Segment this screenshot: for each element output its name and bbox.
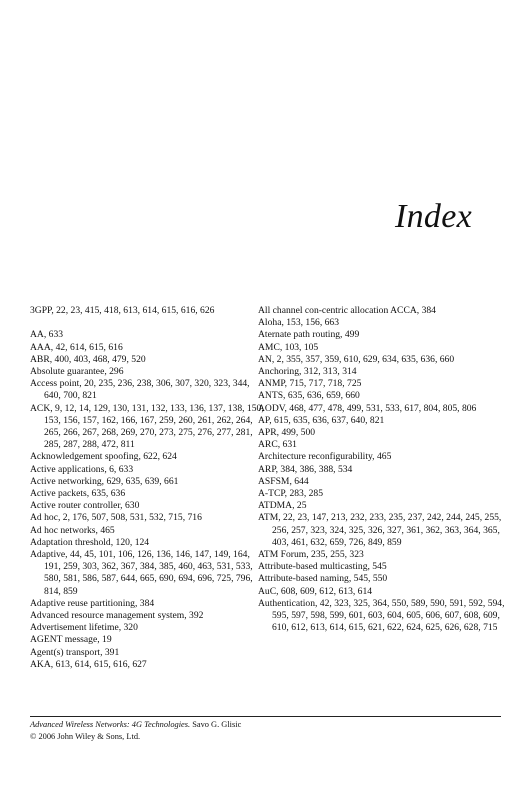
footer-book-line bbox=[30, 719, 241, 731]
index-entry: Ad hoc networks, 465 bbox=[30, 524, 115, 536]
index-entry: ARC, 631 bbox=[258, 439, 297, 451]
index-entry: Advanced resource management system, 392 bbox=[30, 610, 204, 622]
index-entry: AAA, 42, 614, 615, 616 bbox=[30, 341, 123, 353]
footer-copyright: © 2006 John Wiley & Sons, Ltd. bbox=[30, 731, 141, 741]
index-entry: AuC, 608, 609, 612, 613, 614 bbox=[258, 585, 373, 597]
index-entry: A-TCP, 283, 285 bbox=[258, 488, 324, 500]
index-entry: ANTS, 635, 636, 659, 660 bbox=[258, 390, 360, 402]
index-entry: ASFSM, 644 bbox=[258, 475, 309, 487]
index-entry: AA, 633 bbox=[30, 329, 64, 341]
index-entry: Architecture reconfigurability, 465 bbox=[258, 451, 392, 463]
index-entry: Aternate path routing, 499 bbox=[258, 329, 360, 341]
index-entry: Aloha, 153, 156, 663 bbox=[258, 317, 340, 329]
index-entry: Acknowledgement spoofing, 622, 624 bbox=[30, 451, 177, 463]
index-entry: Authentication, 42, 323, 325, 364, 550, 589, 590, 591, 592, 594, 595, 597, 598, 599, 601, 603, 604, 605, 606, 607, 608, 609, 610, 612, 613, 614, 615, 621, 622, 624, 625, 626, 628, 715 bbox=[258, 597, 505, 634]
index-entry: AKA, 613, 614, 615, 616, 627 bbox=[30, 658, 147, 670]
index-entry: Access point, 20, 235, 236, 238, 306, 307, 320, 323, 344, 640, 700, 821 bbox=[30, 378, 250, 402]
index-entry: Adaptive, 44, 45, 101, 106, 126, 136, 146, 147, 149, 164, 191, 259, 303, 362, 367, 384, 385, 460, 463, 531, 533, 580, 581, 586, 587, 644, 665, 690, 694, 696, 725, 796, 814, 859 bbox=[30, 549, 253, 597]
index-entry: ANMP, 715, 717, 718, 725 bbox=[258, 378, 362, 390]
index-entry: ABR, 400, 403, 468, 479, 520 bbox=[30, 353, 146, 365]
left-column bbox=[30, 305, 266, 671]
index-entry: AODV, 468, 477, 478, 499, 531, 533, 617, 804, 805, 806 bbox=[258, 402, 477, 414]
index-entry: AN, 2, 355, 357, 359, 610, 629, 634, 635, 636, 660 bbox=[258, 353, 455, 365]
index-entry: Active packets, 635, 636 bbox=[30, 488, 126, 500]
index-entry: Ad hoc, 2, 176, 507, 508, 531, 532, 715, 716 bbox=[30, 512, 202, 524]
footer-credit bbox=[30, 719, 241, 742]
index-entry: Attribute-based naming, 545, 550 bbox=[258, 573, 388, 585]
index-entry: AGENT message, 19 bbox=[30, 634, 112, 646]
index-entry: AMC, 103, 105 bbox=[258, 341, 319, 353]
index-entry: AP, 615, 635, 636, 637, 640, 821 bbox=[258, 414, 385, 426]
index-entry: ACK, 9, 12, 14, 129, 130, 131, 132, 133, 136, 137, 138, 150, 153, 156, 157, 162, 166, 167, 259, 260, 261, 262, 264, 265, 266, 267, 268, 269, 270, 273, 275, 276, 277, 281, 285, 287, 288, 472, 811 bbox=[30, 402, 264, 451]
footer-book-title: Advanced Wireless Networks: 4G Technologies. bbox=[30, 720, 191, 729]
index-entry: Adaptation threshold, 120, 124 bbox=[30, 536, 150, 548]
index-entry: ATM Forum, 235, 255, 323 bbox=[258, 549, 364, 561]
index-entry: Active networking, 629, 635, 639, 661 bbox=[30, 475, 179, 487]
index-entry: All channel con-centric allocation ACCA, 384 bbox=[258, 305, 436, 316]
index-entry: 3GPP, 22, 23, 415, 418, 613, 614, 615, 616, 626 bbox=[30, 305, 215, 316]
index-title: Index bbox=[394, 198, 472, 235]
index-entry: Attribute-based multicasting, 545 bbox=[258, 561, 387, 573]
index-entry: ARP, 384, 386, 388, 534 bbox=[258, 463, 353, 475]
index-entry: Active applications, 6, 633 bbox=[30, 463, 134, 475]
index-entry: APR, 499, 500 bbox=[258, 427, 316, 439]
right-column bbox=[258, 305, 508, 634]
index-entry: Advertisement lifetime, 320 bbox=[30, 622, 138, 634]
footer-rule bbox=[30, 716, 501, 717]
footer-author: Savo G. Glisic bbox=[190, 720, 242, 729]
index-entry: Anchoring, 312, 313, 314 bbox=[258, 366, 357, 378]
index-entry: Agent(s) transport, 391 bbox=[30, 646, 120, 658]
index-entry: ATM, 22, 23, 147, 213, 232, 233, 235, 237, 242, 244, 245, 255, 256, 257, 323, 324, 325, 326, 327, 361, 362, 363, 364, 365, 403, 461, 632, 659, 726, 849, 859 bbox=[258, 512, 502, 548]
index-entry: ATDMA, 25 bbox=[258, 500, 307, 512]
index-entry: Active router controller, 630 bbox=[30, 500, 140, 512]
index-entry: Adaptive reuse partitioning, 384 bbox=[30, 597, 155, 609]
index-entry: Absolute guarantee, 296 bbox=[30, 366, 124, 377]
